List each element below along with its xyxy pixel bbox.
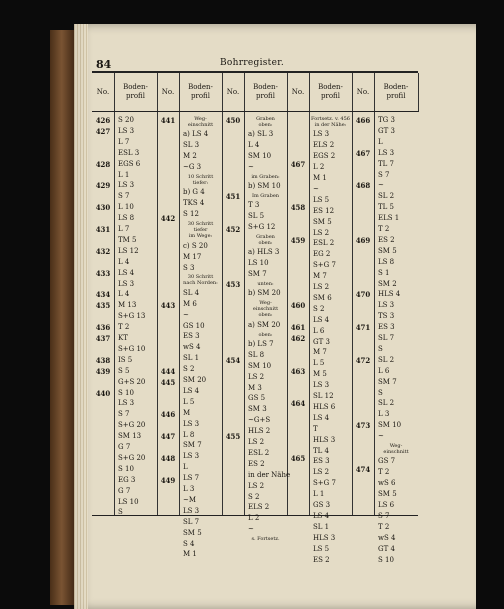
soil-profile-entry: LS 3 <box>313 381 330 390</box>
soil-profile-entry: EGS 2 <box>313 152 336 161</box>
soil-profile-entry: ES 2 <box>248 459 265 468</box>
column-header-profil: Boden- profil <box>244 73 288 112</box>
drill-number: 428 <box>95 159 111 169</box>
page-edge <box>74 24 88 609</box>
soil-profile-entry: G 7 <box>118 443 131 451</box>
soil-profile-entry: TL 4 <box>313 446 329 455</box>
soil-profile-entry: TG 3 <box>378 116 395 124</box>
soil-profile-entry: S <box>118 508 123 517</box>
soil-profile-entry: wS 6 <box>378 479 396 488</box>
drill-number: 473 <box>355 421 371 431</box>
column-header-no: No. <box>157 73 180 112</box>
soil-profile-entry: S+G 7 <box>313 261 336 270</box>
soil-profile-entry: M 17 <box>183 252 202 261</box>
soil-profile-entry: TKS 4 <box>183 199 205 208</box>
soil-profile-entry: L 4 <box>118 257 130 266</box>
soil-profile-entry: IS 5 <box>118 355 133 364</box>
drill-number: 459 <box>290 235 306 245</box>
drill-number: 445 <box>160 377 176 387</box>
drill-number: 448 <box>160 453 176 463</box>
soil-profile-entry: LS 8 <box>118 214 135 223</box>
soil-profile-entry: EG 2 <box>313 250 331 259</box>
soil-profile-entry: ~M <box>183 495 197 504</box>
soil-profile-entry: ES 2 <box>313 555 330 564</box>
column-header-no: No. <box>92 73 115 112</box>
soil-profile-entry: T 3 <box>248 201 260 210</box>
soil-profile-entry: LS 10 <box>248 259 269 268</box>
soil-profile-entry: SM 7 <box>248 270 267 279</box>
soil-profile-entry: unten: <box>257 281 274 288</box>
soil-profile-entry: Weg- einschnitt <box>187 116 214 128</box>
drill-number: 467 <box>290 159 306 169</box>
drill-number: 449 <box>160 475 176 485</box>
drill-number: 434 <box>95 290 111 300</box>
drill-number: 471 <box>355 323 371 333</box>
soil-profile-entry: SL 7 <box>183 517 200 526</box>
soil-profile-entry: 30 Schritt tiefer im Wege: <box>187 221 214 240</box>
column-header-profil: Boden- profil <box>374 73 419 112</box>
soil-profile-entry: S <box>378 388 383 397</box>
soil-profile-entry: in der Nähe <box>248 470 291 479</box>
soil-profile-entry: SM 5 <box>183 528 202 537</box>
drill-number: 429 <box>95 181 111 191</box>
drill-number: 432 <box>95 246 111 256</box>
soil-profile-entry: L 3 <box>378 410 390 419</box>
soil-profile-entry: M <box>183 408 191 417</box>
soil-profile-entry: Weg- einschnitt oben: <box>252 300 279 319</box>
drill-number: 442 <box>160 214 176 224</box>
soil-profile-entry: SM 20 <box>183 376 207 384</box>
soil-profile-entry: L 1 <box>313 490 325 499</box>
soil-profile-entry: LS 3 <box>378 148 395 157</box>
soil-profile-entry: ~ <box>248 163 254 172</box>
column-header-profil: Boden- profil <box>309 73 353 112</box>
soil-profile-entry: L 1 <box>118 170 130 179</box>
soil-profile-entry: wS 4 <box>183 343 201 352</box>
soil-profile-entry: ~ <box>378 432 384 441</box>
soil-profile-entry: b) SM 20 <box>248 289 281 298</box>
soil-profile-entry: L 3 <box>183 485 195 493</box>
soil-profile-entry: EGS 6 <box>118 159 141 168</box>
soil-profile-entry: S 4 <box>183 539 195 548</box>
drill-number: 439 <box>95 366 111 376</box>
drill-number: 458 <box>290 203 306 213</box>
column-no <box>92 112 115 515</box>
drill-number: 450 <box>225 116 241 125</box>
soil-profile-entry: GS 7 <box>378 457 396 466</box>
soil-profile-entry: SM 6 <box>313 293 332 302</box>
soil-profile-entry: LS 3 <box>183 452 200 461</box>
drill-number: 426 <box>95 116 111 125</box>
soil-profile-entry: a) HLS 3 <box>248 248 280 257</box>
drill-number: 470 <box>355 290 371 300</box>
soil-profile-entry: SL 8 <box>248 350 265 359</box>
soil-profile-entry: L 6 <box>378 366 390 375</box>
soil-profile-entry: S+G 10 <box>118 344 146 353</box>
soil-profile-entry: HLS 4 <box>378 290 401 299</box>
soil-profile-entry: LS 5 <box>313 544 330 553</box>
soil-profile-entry: wS 4 <box>378 533 396 542</box>
soil-profile-entry: SL 4 <box>183 288 200 297</box>
column-header-no: No. <box>352 73 375 112</box>
soil-profile-entry: S 2 <box>313 304 325 313</box>
running-head: Bohrregister. <box>219 58 285 68</box>
drill-number: 436 <box>95 323 111 333</box>
soil-profile-entry: T <box>313 424 318 433</box>
soil-profile-entry: SL 2 <box>378 399 395 408</box>
soil-profile-entry: G 7 <box>118 486 131 495</box>
soil-profile-entry: im Graben: <box>251 174 280 180</box>
soil-profile-entry: S+G 20 <box>118 453 146 462</box>
soil-profile-entry: S 1 <box>378 268 390 277</box>
soil-profile-entry: LS 8 <box>378 257 395 266</box>
drill-register-table <box>92 71 418 564</box>
soil-profile-entry: M 5 <box>313 370 327 379</box>
drill-number: 460 <box>290 301 306 311</box>
soil-profile-entry: SM 7 <box>378 377 397 386</box>
column-no <box>352 112 375 515</box>
drill-number: 446 <box>160 410 176 420</box>
soil-profile-entry: EG 3 <box>118 475 136 484</box>
soil-profile-entry: S 5 <box>118 366 130 375</box>
soil-profile-entry: b) SM 10 <box>248 182 281 191</box>
soil-profile-entry: L 2 <box>313 163 325 172</box>
soil-profile-entry: LS 6 <box>378 501 395 509</box>
soil-profile-entry: M 6 <box>183 299 197 308</box>
soil-profile-entry: S 2 <box>248 492 260 501</box>
soil-profile-entry: ~ <box>183 310 189 319</box>
soil-profile-entry: ELS 1 <box>378 214 400 223</box>
soil-profile-entry: c) S 20 <box>183 241 208 250</box>
soil-profile-entry: L 2 <box>248 514 260 523</box>
soil-profile-entry: S <box>378 344 383 353</box>
soil-profile-entry: HLS 3 <box>313 533 336 542</box>
column-no <box>222 112 245 515</box>
soil-profile-entry: LS 4 <box>313 413 330 422</box>
soil-profile-entry: T 2 <box>378 468 390 477</box>
drill-number: 453 <box>225 279 241 289</box>
soil-profile-entry: S 2 <box>183 365 195 374</box>
soil-profile-entry: TS 3 <box>378 312 395 321</box>
soil-profile-entry: SM 10 <box>248 361 272 370</box>
soil-profile-entry: ESL 3 <box>118 148 140 157</box>
soil-profile-entry: LS 2 <box>313 283 330 291</box>
soil-profile-entry: ES 3 <box>313 457 330 466</box>
soil-profile-entry: ELS 2 <box>248 503 270 512</box>
column-header-no: No. <box>287 73 310 112</box>
soil-profile-entry: SM 10 <box>378 421 402 430</box>
soil-profile-entry: LS 4 <box>313 315 330 324</box>
soil-profile-entry: GT 3 <box>313 337 330 346</box>
soil-profile-entry: S+G 7 <box>313 479 336 488</box>
drill-number: 447 <box>160 432 176 442</box>
drill-number: 461 <box>290 323 306 333</box>
soil-profile-entry: T 2 <box>378 225 390 233</box>
drill-number: 469 <box>355 235 371 245</box>
soil-profile-entry: L 5 <box>313 359 325 368</box>
soil-profile-entry: LS 2 <box>248 438 265 446</box>
soil-profile-entry: HLS 3 <box>313 435 336 444</box>
column-header-profil: Boden- profil <box>114 73 158 112</box>
soil-profile-entry: b) LS 7 <box>248 339 274 348</box>
soil-profile-entry: L 5 <box>183 397 195 406</box>
soil-profile-entry: M 1 <box>313 174 327 182</box>
soil-profile-entry: SL 12 <box>313 392 334 400</box>
soil-profile-entry: Weg- einschnitt <box>383 443 409 455</box>
soil-profile-entry: LS 3 <box>378 301 395 310</box>
soil-profile-entry: LS 2 <box>248 372 265 381</box>
soil-profile-entry: S 12 <box>183 210 199 219</box>
soil-profile-entry: SL 3 <box>183 141 200 150</box>
soil-profile-entry: SM 3 <box>248 405 267 414</box>
soil-profile-entry: SL 1 <box>313 522 330 531</box>
soil-profile-entry: GT 3 <box>378 126 395 135</box>
soil-profile-entry: M 1 <box>183 550 197 559</box>
drill-number: 430 <box>95 203 111 213</box>
soil-profile-entry: SM 10 <box>248 152 272 161</box>
soil-profile-entry: LS 4 <box>183 386 200 395</box>
soil-profile-entry: LS 3 <box>118 126 135 135</box>
column-profil <box>374 112 418 564</box>
column-header-profil: Boden- profil <box>179 73 223 112</box>
soil-profile-entry: SM 2 <box>378 279 397 288</box>
drill-number: 455 <box>225 432 241 442</box>
drill-number: 454 <box>225 355 241 365</box>
soil-profile-entry: S 7 <box>118 410 130 419</box>
soil-profile-entry: ~G 3 <box>183 163 202 172</box>
soil-profile-entry: LS 10 <box>118 497 139 506</box>
soil-profile-entry: L 8 <box>183 430 195 439</box>
soil-profile-entry: 10 Schritt tiefer: <box>187 174 214 186</box>
soil-profile-entry: T 2 <box>378 522 390 531</box>
drill-number: 466 <box>355 116 371 125</box>
soil-profile-entry: ES 3 <box>378 323 395 332</box>
drill-number: 463 <box>290 366 306 376</box>
drill-number: 462 <box>290 334 306 343</box>
soil-profile-entry: L <box>183 463 188 472</box>
soil-profile-entry: S 3 <box>183 263 195 272</box>
soil-profile-entry: T 2 <box>118 323 130 332</box>
soil-profile-entry: HLS 2 <box>248 427 271 436</box>
soil-profile-entry: 30 Schritt nach Norden: <box>183 274 218 287</box>
soil-profile-entry: G+S 20 <box>118 377 146 386</box>
soil-profile-entry: a) LS 4 <box>183 130 209 139</box>
soil-profile-entry: LS 3 <box>313 130 330 139</box>
soil-profile-entry: Graben oben: <box>256 234 275 246</box>
soil-profile-entry: LS 4 <box>313 511 330 520</box>
soil-profile-entry: S 7 <box>378 170 390 179</box>
soil-profile-entry: oben: <box>258 331 273 338</box>
soil-profile-entry: ES 2 <box>378 235 395 244</box>
drill-number: 474 <box>355 464 371 474</box>
column-header-no: No. <box>222 73 245 112</box>
soil-profile-entry: LS 3 <box>183 419 200 428</box>
soil-profile-entry: L 4 <box>118 290 130 299</box>
soil-profile-entry: LS 5 <box>313 195 330 204</box>
column-profil <box>114 112 158 515</box>
soil-profile-entry: TM 5 <box>118 235 137 244</box>
drill-number: 467 <box>355 148 371 158</box>
drill-number: 431 <box>95 225 111 234</box>
drill-number: 441 <box>160 116 176 125</box>
drill-number: 435 <box>95 301 111 311</box>
column-no <box>287 112 310 515</box>
soil-profile-entry: L 6 <box>313 326 325 335</box>
soil-profile-entry: S+G 20 <box>118 421 146 430</box>
soil-profile-entry: S+G 12 <box>248 223 276 232</box>
soil-profile-entry: L 4 <box>248 141 260 150</box>
drill-number: 437 <box>95 334 111 343</box>
soil-profile-entry: SL 1 <box>183 354 200 363</box>
drill-number: 427 <box>95 126 111 136</box>
soil-profile-entry: ES 3 <box>183 332 200 341</box>
soil-profile-entry: Im Graben <box>251 193 280 200</box>
column-profil <box>244 112 291 543</box>
column-profil <box>179 112 223 559</box>
soil-profile-entry: KT <box>118 334 128 342</box>
soil-profile-entry: S 10 <box>118 388 134 397</box>
soil-profile-entry: M 3 <box>248 383 262 392</box>
soil-profile-entry: GS 10 <box>183 321 205 330</box>
soil-profile-entry: GS 3 <box>313 501 331 509</box>
soil-profile-entry: M 13 <box>118 301 137 310</box>
soil-profile-entry: LS 3 <box>118 399 135 408</box>
soil-profile-entry: SM 5 <box>378 246 397 255</box>
soil-profile-entry: SL 7 <box>378 334 395 342</box>
drill-number: 465 <box>290 453 306 463</box>
soil-profile-entry: S 7 <box>118 192 130 201</box>
soil-profile-entry: SL 5 <box>248 212 265 221</box>
soil-profile-entry: HLS 6 <box>313 402 336 411</box>
page-number: 84 <box>96 58 112 71</box>
soil-profile-entry: L 7 <box>118 225 130 233</box>
drill-number: 464 <box>290 399 306 409</box>
soil-profile-entry: LS 2 <box>313 228 330 237</box>
soil-profile-entry: ~ <box>248 525 254 534</box>
soil-profile-entry: S+G 13 <box>118 312 146 321</box>
column-profil <box>309 112 353 564</box>
soil-profile-entry: LS 4 <box>118 268 135 277</box>
drill-number: 438 <box>95 355 111 365</box>
soil-profile-entry: S 10 <box>378 555 394 564</box>
soil-profile-entry: LS 2 <box>313 468 330 477</box>
soil-profile-entry: TL 7 <box>378 159 394 168</box>
soil-profile-entry: L 10 <box>118 203 134 212</box>
soil-profile-entry: Graben oben: <box>256 116 275 128</box>
drill-number: 452 <box>225 225 241 234</box>
soil-profile-entry: ES 12 <box>313 206 335 215</box>
drill-number: 451 <box>225 192 241 202</box>
drill-number: 440 <box>95 388 111 398</box>
soil-profile-entry: a) SM 20 <box>248 320 281 329</box>
drill-number: 444 <box>160 366 176 376</box>
soil-profile-entry: S 20 <box>118 116 134 124</box>
soil-profile-entry: M 7 <box>313 348 327 357</box>
drill-number: 472 <box>355 355 371 365</box>
drill-number: 443 <box>160 301 176 311</box>
soil-profile-entry: ~ <box>378 181 384 190</box>
soil-profile-entry: ELS 2 <box>313 141 335 150</box>
soil-profile-entry: b) G 4 <box>183 188 205 197</box>
soil-profile-entry: S 10 <box>118 464 134 473</box>
soil-profile-entry: LS 3 <box>118 279 135 288</box>
soil-profile-entry: ESL 2 <box>313 239 335 248</box>
soil-profile-entry: TL 5 <box>378 203 394 212</box>
soil-profile-entry: SM 5 <box>378 490 397 499</box>
soil-profile-entry: S 7 <box>378 511 390 520</box>
soil-profile-entry: LS 7 <box>183 474 200 483</box>
soil-profile-entry: L <box>378 137 383 146</box>
column-no <box>157 112 180 515</box>
soil-profile-entry: SL 2 <box>378 355 395 364</box>
soil-profile-entry: LS 12 <box>118 246 139 255</box>
soil-profile-entry: GS 5 <box>248 394 266 403</box>
soil-profile-entry: M 2 <box>183 152 197 161</box>
soil-profile-entry: a) SL 3 <box>248 130 274 139</box>
soil-profile-entry: ESL 2 <box>248 448 270 457</box>
soil-profile-entry: SM 7 <box>183 441 202 450</box>
soil-profile-entry: GT 4 <box>378 544 395 553</box>
drill-number: 468 <box>355 181 371 191</box>
soil-profile-entry: SM 5 <box>313 217 332 226</box>
soil-profile-entry: LS 3 <box>183 506 200 515</box>
soil-profile-entry: s. Fortsetz. <box>251 536 280 543</box>
soil-profile-entry: L 7 <box>118 137 130 146</box>
soil-profile-entry: Fortsetz. v. 456 in der Nähe: <box>311 116 350 128</box>
soil-profile-entry: ~ <box>313 184 319 193</box>
soil-profile-entry: LS 2 <box>248 481 265 490</box>
soil-profile-entry: LS 3 <box>118 181 135 190</box>
drill-number: 433 <box>95 268 111 278</box>
soil-profile-entry: M 7 <box>313 272 327 281</box>
soil-profile-entry: SL 2 <box>378 192 395 201</box>
soil-profile-entry: ~G+S <box>248 416 271 425</box>
book-spine <box>50 30 76 605</box>
soil-profile-entry: SM 13 <box>118 432 142 441</box>
